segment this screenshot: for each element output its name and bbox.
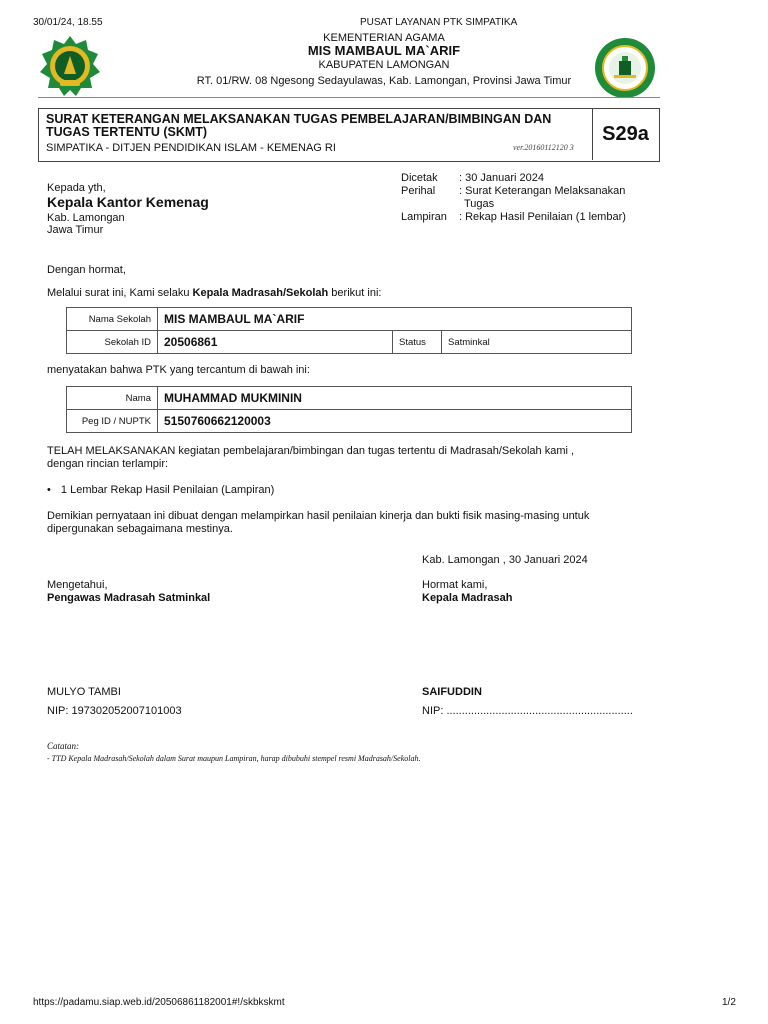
intro-text-end: berikut ini: bbox=[328, 287, 382, 299]
ministry-name: KEMENTERIAN AGAMA bbox=[323, 32, 445, 44]
perihal-label: Perihal bbox=[401, 185, 436, 197]
school-name-heading: MIS MAMBAUL MA`ARIF bbox=[307, 43, 461, 58]
table-row bbox=[67, 331, 632, 354]
table-row bbox=[67, 410, 632, 433]
lampiran-value: : Rekap Hasil Penilaian (1 lembar) bbox=[459, 211, 626, 223]
document-subtitle: SIMPATIKA - DITJEN PENDIDIKAN ISLAM - KEMENAG RI bbox=[46, 142, 336, 154]
print-site-title: PUSAT LAYANAN PTK SIMPATIKA bbox=[360, 17, 518, 28]
dicetak-label: Dicetak bbox=[401, 172, 438, 184]
letterhead-divider bbox=[38, 97, 660, 98]
school-address: RT. 01/RW. 08 Ngesong Sedayulawas, Kab. Lamongan, Provinsi Jawa Timur bbox=[196, 75, 572, 87]
place-date: Kab. Lamongan , 30 Januari 2024 bbox=[422, 554, 588, 566]
school-name-label: Nama Sekolah bbox=[67, 308, 158, 331]
school-info-table bbox=[66, 307, 632, 354]
regency-name: KABUPATEN LAMONGAN bbox=[318, 59, 450, 71]
right-signer-role: Kepala Madrasah bbox=[422, 592, 513, 604]
print-date: 30/01/24, 18.55 bbox=[33, 17, 103, 28]
left-signer-intro: Mengetahui, bbox=[47, 579, 108, 591]
recipient-name: Kepala Kantor Kemenag bbox=[47, 194, 209, 210]
table-row bbox=[67, 387, 632, 410]
intro-text-start: Melalui surat ini, Kami selaku bbox=[47, 287, 193, 299]
telah-text-line2: dengan rincian terlampir: bbox=[47, 458, 169, 470]
greeting: Dengan hormat, bbox=[47, 264, 126, 276]
document-title: SURAT KETERANGAN MELAKSANAKAN TUGAS PEMBELAJARAN/BIMBINGAN DAN TUGAS TERTENTU (SKMT) bbox=[46, 112, 552, 139]
perihal-value: : Surat Keterangan Melaksanakan bbox=[459, 185, 626, 197]
ptk-name-value: MUHAMMAD MUKMININ bbox=[158, 387, 632, 410]
left-signer-role: Pengawas Madrasah Satminkal bbox=[47, 592, 211, 604]
statement-text: menyatakan bahwa PTK yang tercantum di bawah ini: bbox=[47, 364, 310, 376]
right-signer-name: SAIFUDDIN bbox=[422, 686, 482, 698]
left-signer-name: MULYO TAMBI bbox=[47, 686, 121, 698]
closing-text-line1: Demikian pernyataan ini dibuat dengan melampirkan hasil penilaian kinerja dan bukti fisik masing-masing untuk bbox=[47, 510, 590, 522]
attachment-item-label: 1 Lembar Rekap Hasil Penilaian (Lampiran) bbox=[60, 484, 275, 496]
right-signer-intro: Hormat kami, bbox=[422, 579, 488, 591]
recipient-salutation: Kepada yth, bbox=[47, 182, 106, 194]
school-name-value: MIS MAMBAUL MA`ARIF bbox=[158, 308, 632, 331]
ptk-info-table bbox=[66, 386, 632, 433]
form-code: S29a bbox=[602, 123, 649, 145]
peg-id-label: Peg ID / NUPTK bbox=[67, 410, 158, 433]
school-id-label: Sekolah ID bbox=[67, 331, 158, 354]
page-number: 1/2 bbox=[722, 997, 736, 1008]
notes-text: - TTD Kepala Madrasah/Sekolah dalam Surat maupun Lampiran, harap dibubuhi stempel resmi Madrasah/Sekolah. bbox=[47, 754, 421, 763]
dicetak-value: : 30 Januari 2024 bbox=[459, 172, 545, 184]
recipient-province: Jawa Timur bbox=[47, 224, 104, 236]
intro-text bbox=[47, 287, 667, 300]
intro-text-role: Kepala Madrasah/Sekolah bbox=[192, 287, 329, 299]
peg-id-value: 5150760662120003 bbox=[158, 410, 632, 433]
bullet-icon: • bbox=[47, 484, 51, 496]
school-seal-icon bbox=[593, 36, 657, 100]
status-label: Status bbox=[393, 331, 442, 354]
ptk-name-label: Nama bbox=[67, 387, 158, 410]
attachment-list-item bbox=[47, 484, 667, 497]
page-url: https://padamu.siap.web.id/20506861182001#!/skbkskmt bbox=[33, 997, 285, 1008]
lampiran-label: Lampiran bbox=[401, 211, 447, 223]
table-row bbox=[67, 308, 632, 331]
school-id-value: 20506861 bbox=[158, 331, 393, 354]
right-signer-nip: NIP: ............................................................. bbox=[422, 705, 633, 717]
left-signer-nip: NIP: 197302052007101003 bbox=[47, 705, 182, 717]
notes-heading: Catatan: bbox=[47, 741, 80, 751]
closing-text-line2: dipergunakan sebagaimana mestinya. bbox=[47, 523, 233, 535]
recipient-city: Kab. Lamongan bbox=[47, 212, 125, 224]
perihal-value-cont: Tugas bbox=[464, 198, 495, 210]
status-value: Satminkal bbox=[442, 331, 632, 354]
telah-text-line1: TELAH MELAKSANAKAN kegiatan pembelajaran/bimbingan dan tugas tertentu di Madrasah/Sekolah kami , bbox=[47, 445, 575, 457]
document-version: ver.20160112120 3 bbox=[513, 143, 574, 152]
